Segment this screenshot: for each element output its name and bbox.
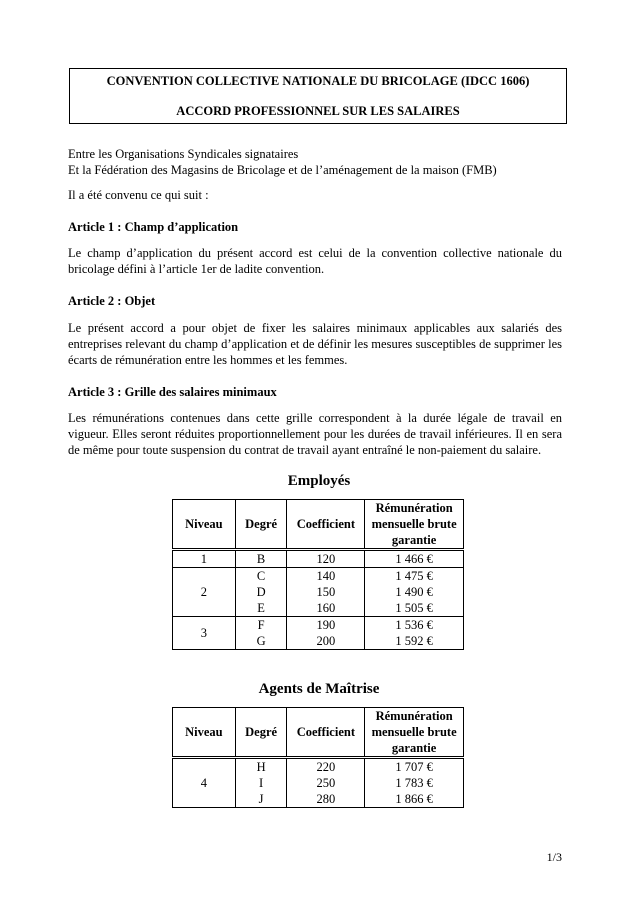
niveau-cell: 2 — [173, 568, 236, 617]
degre-value: H — [256, 760, 266, 774]
employes-title: Employés — [287, 473, 351, 489]
article-3-title: Article 3 : Grille des salaires minimaux — [68, 385, 277, 399]
header-remuneration-line-3: garantie — [391, 533, 437, 547]
coefficient-cell: 120 — [287, 550, 365, 568]
coefficient-value: 150 — [316, 585, 336, 599]
article-1-text: Le champ d’application du présent accord est celui de la convention collective nationale du bricolage défini à l’article 1er de ladite convention. — [68, 246, 562, 276]
degre-value: G — [256, 634, 266, 648]
degre-cell — [235, 617, 287, 650]
header-coefficient: Coefficient — [287, 500, 365, 550]
maitrise-title: Agents de Maîtrise — [258, 681, 380, 697]
coefficient-cell — [287, 568, 365, 617]
header-degre: Degré — [235, 708, 287, 758]
header-remuneration-line-2: mensuelle brute — [371, 725, 457, 739]
header-remuneration-line-3: garantie — [391, 741, 437, 755]
remuneration-cell — [365, 758, 464, 808]
remuneration-value: 1 592 € — [395, 634, 433, 648]
coefficient-value: 190 — [316, 618, 336, 632]
header-remuneration-line-2: mensuelle brute — [371, 517, 457, 531]
degre-value: E — [257, 601, 265, 615]
header-niveau: Niveau — [173, 500, 236, 550]
table-row — [173, 617, 464, 650]
degre-cell: B — [235, 550, 287, 568]
remuneration-value: 1 475 € — [395, 569, 433, 583]
coefficient-value: 250 — [316, 776, 336, 790]
coefficient-value: 220 — [316, 760, 336, 774]
remuneration-value: 1 536 € — [395, 618, 433, 632]
article-2-text: Le présent accord a pour objet de fixer les salaires minimaux applicables aux salariés des entreprises relevant du champ d’application et de définir les mesures susceptibles de supprimer les écarts de rémunération entre les hommes et les femmes. — [68, 321, 562, 367]
article-2-title: Article 2 : Objet — [68, 294, 156, 308]
niveau-cell: 1 — [173, 550, 236, 568]
header-niveau: Niveau — [173, 708, 236, 758]
accord-title: ACCORD PROFESSIONNEL SUR LES SALAIRES — [176, 104, 460, 118]
degre-value: C — [256, 569, 266, 583]
degre-cell — [235, 758, 287, 808]
table-row — [173, 550, 464, 568]
coefficient-value: 200 — [316, 634, 336, 648]
remuneration-value: 1 490 € — [395, 585, 433, 599]
title-box — [69, 68, 567, 124]
degre-value: J — [258, 792, 264, 806]
page-number: 1/3 — [546, 850, 562, 864]
degre-value: I — [259, 776, 264, 790]
degre-cell — [235, 568, 287, 617]
intro-line-1: Entre les Organisations Syndicales signataires — [68, 147, 299, 161]
table-row — [173, 758, 464, 808]
coefficient-value: 280 — [316, 792, 336, 806]
agreed-line: Il a été convenu ce qui suit : — [68, 188, 209, 202]
maitrise-table — [172, 707, 464, 808]
header-coefficient: Coefficient — [287, 708, 365, 758]
niveau-cell: 3 — [173, 617, 236, 650]
header-remuneration-line-1: Rémunération — [375, 709, 453, 723]
remuneration-cell — [365, 617, 464, 650]
degre-value: D — [256, 585, 266, 599]
remuneration-value: 1 707 € — [395, 760, 433, 774]
header-remuneration-line-1: Rémunération — [375, 501, 453, 515]
intro-line-2: Et la Fédération des Magasins de Bricolage et de l’aménagement de la maison (FMB) — [68, 163, 497, 177]
remuneration-cell — [365, 568, 464, 617]
employes-table — [172, 499, 464, 650]
degre-value: F — [257, 618, 265, 632]
niveau-cell: 4 — [173, 758, 236, 808]
coefficient-cell — [287, 758, 365, 808]
table-row — [173, 568, 464, 617]
convention-title: CONVENTION COLLECTIVE NATIONALE DU BRICOLAGE (IDCC 1606) — [106, 74, 530, 88]
coefficient-value: 140 — [316, 569, 336, 583]
coefficient-value: 160 — [316, 601, 336, 615]
remuneration-value: 1 505 € — [395, 601, 433, 615]
article-1-title: Article 1 : Champ d’application — [68, 220, 239, 234]
coefficient-cell — [287, 617, 365, 650]
remuneration-value: 1 783 € — [395, 776, 433, 790]
header-remuneration — [365, 708, 464, 758]
article-3-text: Les rémunérations contenues dans cette grille correspondent à la durée légale de travail en vigueur. Elles seront réduites proportionnellement pour les durées de travail inférieures. Il en sera de même pour toute suspension du contrat de travail ayant entraîné le non-paiement du salaire. — [68, 411, 562, 457]
remuneration-cell: 1 466 € — [365, 550, 464, 568]
header-degre: Degré — [235, 500, 287, 550]
remuneration-value: 1 866 € — [395, 792, 433, 806]
header-remuneration — [365, 500, 464, 550]
